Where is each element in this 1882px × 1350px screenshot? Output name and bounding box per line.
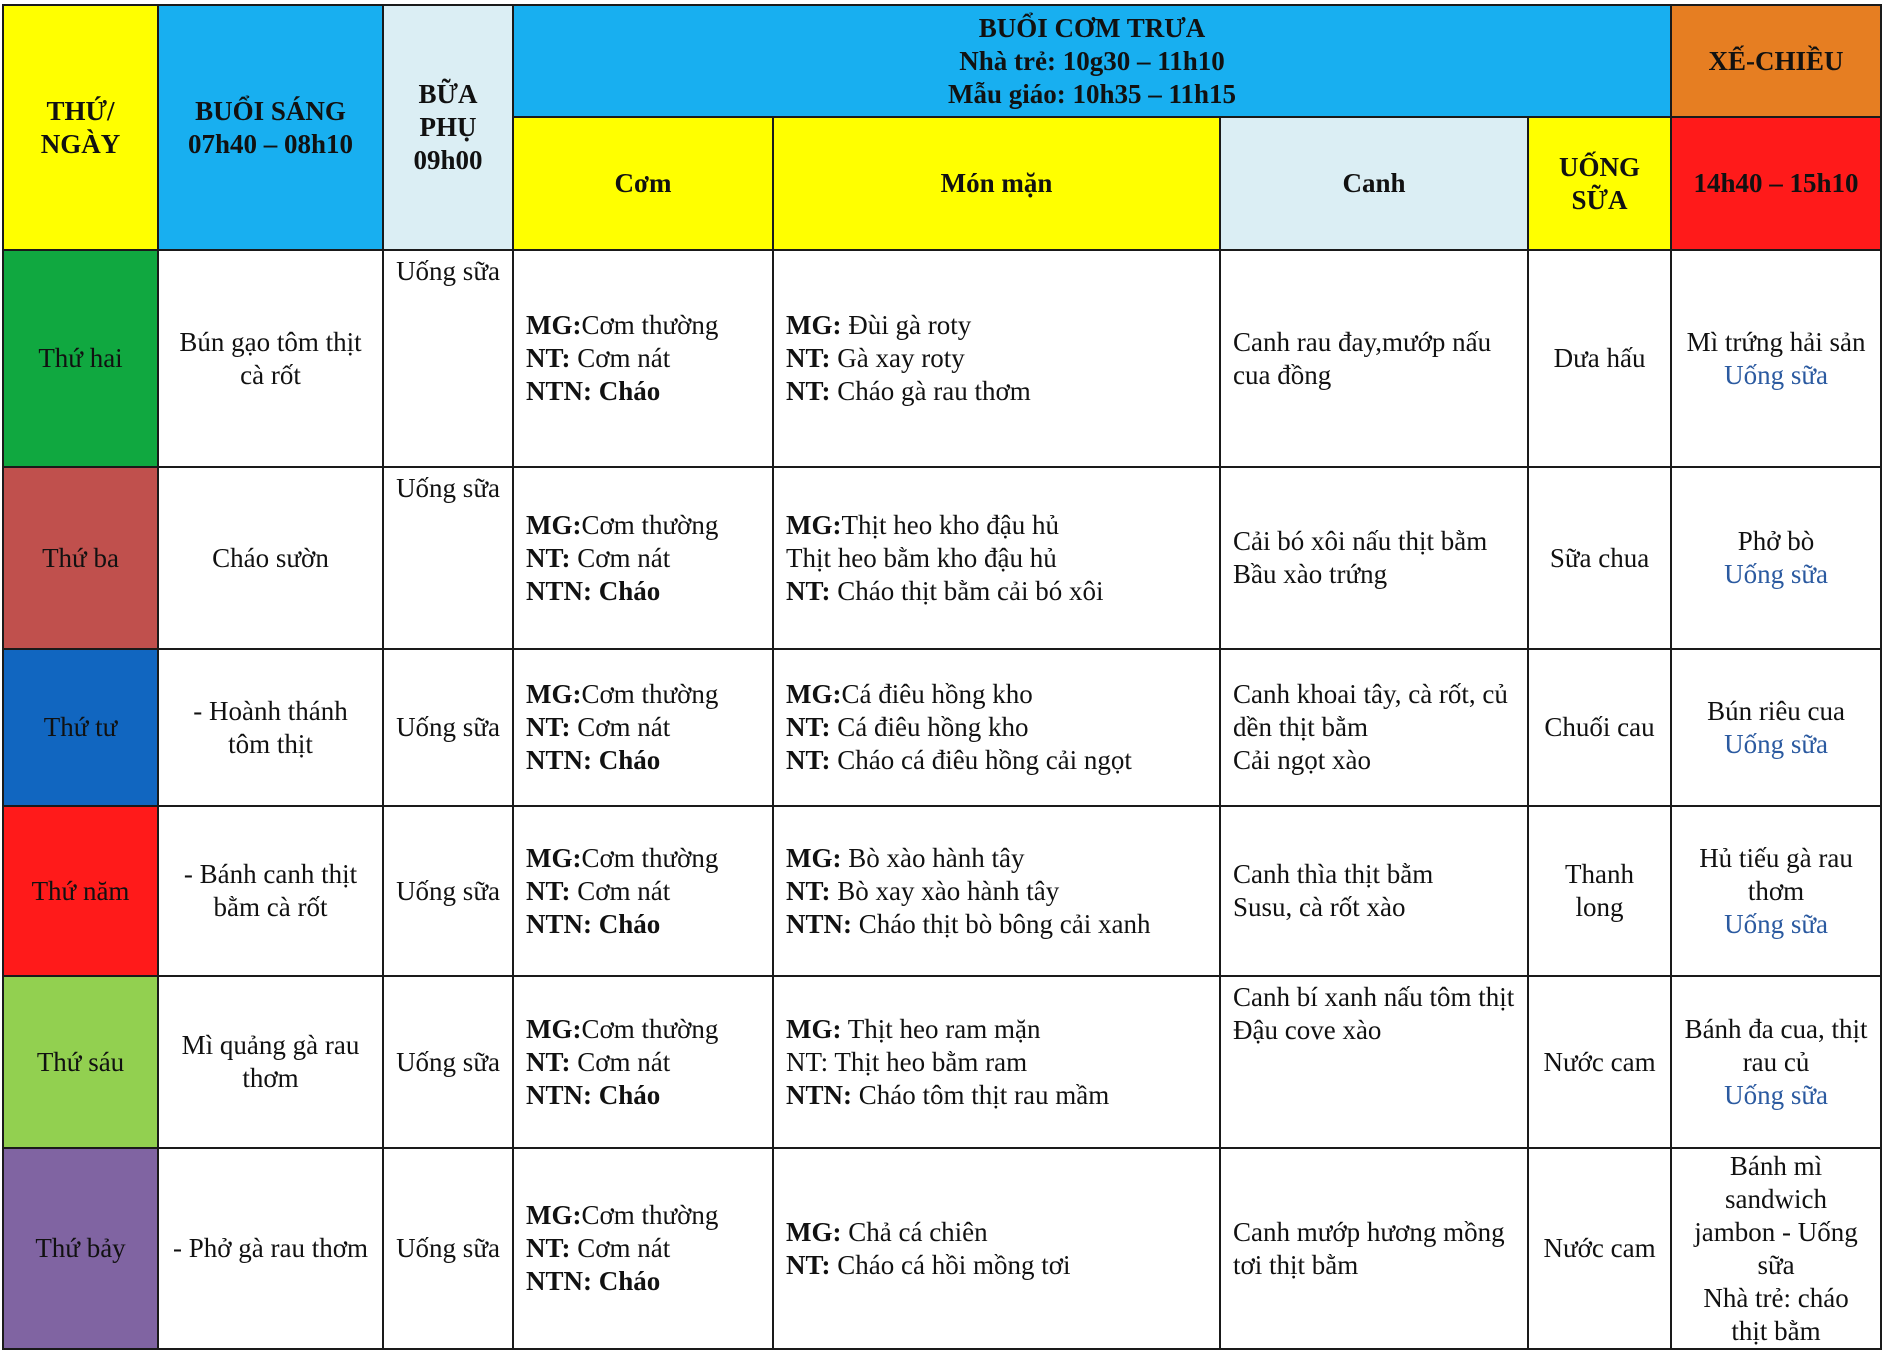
- header-lunch-kindergarten: Mẫu giáo: 10h35 – 11h15: [948, 78, 1237, 109]
- rice-item-text: Cơm nát: [570, 1046, 671, 1077]
- rice-item: [526, 575, 760, 608]
- rice-item: [526, 711, 760, 744]
- afternoon-dish: Bún riêu cua: [1707, 695, 1846, 726]
- snack-dish: Uống sữa: [396, 1046, 500, 1077]
- main-dish-cell: [773, 1148, 1220, 1349]
- rice-item-key: NTN:: [526, 1266, 592, 1296]
- rice-item-key: NTN:: [526, 745, 592, 775]
- main-dish-cell: [773, 467, 1220, 649]
- rice-item: [526, 342, 760, 375]
- header-milk: UỐNG SỮA: [1528, 117, 1671, 250]
- rice-item: [526, 875, 760, 908]
- milk-item: Nước cam: [1543, 1046, 1656, 1077]
- day-label: Thứ ba: [42, 542, 119, 573]
- rice-item: [526, 509, 760, 542]
- main-dish-item: [786, 509, 1207, 542]
- rice-item-text: Cơm nát: [570, 875, 671, 906]
- snack-cell: [383, 1148, 513, 1349]
- afternoon-extra: Uống sữa: [1724, 359, 1828, 390]
- afternoon-extra: Uống sữa: [1724, 728, 1828, 759]
- header-snack: [383, 5, 513, 250]
- day-label: Thứ sáu: [36, 1046, 125, 1077]
- rice-item-text: Cháo: [592, 745, 661, 775]
- main-dish-item-key: NT:: [786, 376, 831, 406]
- snack-cell: [383, 976, 513, 1148]
- afternoon-dish: Bánh đa cua, thịt rau củ: [1684, 1013, 1868, 1077]
- header-lunch: [513, 5, 1671, 117]
- snack-dish: Uống sữa: [396, 256, 500, 286]
- day-cell: [3, 1148, 158, 1349]
- main-dish-item-text: Cháo thịt bằm cải bó xôi: [830, 575, 1104, 606]
- main-dish-item-text: Thịt heo bằm kho đậu hủ: [786, 542, 1057, 573]
- table-row: [3, 1148, 1881, 1349]
- morning-dish: Bún gạo tôm thịt cà rốt: [179, 326, 362, 390]
- rice-item-text: Cơm nát: [570, 542, 671, 573]
- main-dish-item: [786, 678, 1207, 711]
- morning-cell: [158, 1148, 383, 1349]
- rice-item-key: MG:: [526, 842, 582, 873]
- rice-item-text: Cơm nát: [570, 343, 671, 373]
- main-dish-item-text: Chả cá chiên: [841, 1216, 988, 1247]
- main-dish-item-key: NT:: [786, 875, 831, 906]
- morning-dish: - Phở gà rau thơm: [172, 1233, 369, 1263]
- soup-item: Canh bí xanh nấu tôm thịt: [1233, 982, 1515, 1012]
- morning-cell: [158, 976, 383, 1148]
- snack-dish: Uống sữa: [396, 712, 500, 742]
- rice-item-text: Cơm nát: [570, 1233, 671, 1263]
- soup-item: Susu, cà rốt xào: [1233, 892, 1406, 922]
- main-dish-item: [786, 1046, 1207, 1079]
- milk-item: Chuối cau: [1544, 712, 1655, 742]
- rice-cell: [513, 1148, 773, 1349]
- snack-cell: [383, 467, 513, 649]
- rice-item-key: NT:: [526, 1046, 571, 1077]
- soup-item: Cải bó xôi nấu thịt bằm: [1233, 526, 1488, 556]
- main-dish-item-key: MG:: [786, 679, 842, 709]
- day-cell: [3, 467, 158, 649]
- main-dish-item: [786, 744, 1207, 777]
- main-dish-item-key: MG:: [786, 509, 842, 540]
- rice-item: [526, 842, 760, 875]
- weekly-menu-table: [2, 4, 1882, 1350]
- rice-item-key: MG:: [526, 679, 582, 709]
- main-dish-item-text: Đùi gà roty: [841, 310, 972, 340]
- header-rice: Cơm: [513, 117, 773, 250]
- rice-item-text: Cháo: [592, 575, 661, 606]
- main-dish-item: [786, 575, 1207, 608]
- header-snack-title: BỮA PHỤ: [418, 79, 478, 142]
- snack-dish: Uống sữa: [396, 1233, 500, 1263]
- rice-item-text: Cháo: [592, 1266, 661, 1296]
- main-dish-cell: [773, 250, 1220, 467]
- morning-dish: Cháo sườn: [212, 542, 329, 573]
- day-label: Thứ tư: [43, 712, 118, 742]
- rice-cell: [513, 976, 773, 1148]
- main-dish-item-text: NT: Thịt heo bằm ram: [786, 1046, 1028, 1077]
- main-dish-item: [786, 542, 1207, 575]
- rice-item: [526, 1265, 760, 1298]
- afternoon-dish: Bánh mì sandwich jambon - Uống sữa: [1694, 1150, 1858, 1280]
- morning-cell: [158, 467, 383, 649]
- snack-cell: [383, 649, 513, 806]
- day-label: Thứ năm: [31, 875, 130, 906]
- rice-item-key: NT:: [526, 343, 571, 373]
- rice-item-text: Cơm thường: [581, 1200, 719, 1230]
- afternoon-cell: [1671, 1148, 1881, 1349]
- rice-item-key: MG:: [526, 310, 582, 340]
- afternoon-cell: [1671, 250, 1881, 467]
- soup-item: Canh khoai tây, cà rốt, củ dền thịt bằm: [1233, 679, 1508, 742]
- snack-dish: Uống sữa: [396, 875, 500, 906]
- milk-cell: [1528, 1148, 1671, 1349]
- morning-dish: Mì quảng gà rau thơm: [181, 1030, 360, 1093]
- afternoon-extra: Uống sữa: [1724, 908, 1828, 939]
- main-dish-item: [786, 842, 1207, 875]
- rice-cell: [513, 806, 773, 976]
- soup-cell: [1220, 250, 1528, 467]
- header-lunch-title: BUỔI CƠM TRƯA: [978, 12, 1206, 43]
- rice-cell: [513, 649, 773, 806]
- main-dish-item-key: MG:: [786, 310, 842, 340]
- main-dish-item-key: MG:: [786, 1013, 842, 1044]
- main-dish-item: [786, 875, 1207, 908]
- soup-cell: [1220, 467, 1528, 649]
- main-dish-cell: [773, 806, 1220, 976]
- rice-item: [526, 744, 760, 777]
- afternoon-cell: [1671, 649, 1881, 806]
- milk-cell: [1528, 467, 1671, 649]
- rice-item-text: Cơm thường: [581, 842, 719, 873]
- afternoon-cell: [1671, 806, 1881, 976]
- rice-cell: [513, 467, 773, 649]
- afternoon-cell: [1671, 467, 1881, 649]
- main-dish-item: [786, 908, 1207, 941]
- header-afternoon-time: 14h40 – 15h10: [1671, 117, 1881, 250]
- header-morning-title: BUỔI SÁNG: [195, 95, 346, 126]
- main-dish-item-key: NTN:: [786, 908, 852, 939]
- morning-cell: [158, 250, 383, 467]
- day-cell: [3, 649, 158, 806]
- main-dish-item-key: NT:: [786, 1249, 831, 1280]
- main-dish-item: [786, 1013, 1207, 1046]
- main-dish-item-text: Thịt heo kho đậu hủ: [841, 509, 1059, 540]
- rice-item: [526, 1046, 760, 1079]
- day-cell: [3, 976, 158, 1148]
- rice-item-key: NT:: [526, 712, 571, 742]
- rice-item: [526, 1079, 760, 1112]
- header-day: THỨ/ NGÀY: [3, 5, 158, 250]
- main-dish-item: [786, 1249, 1207, 1282]
- main-dish-item-text: Thịt heo ram mặn: [841, 1013, 1041, 1044]
- table-row: [3, 250, 1881, 467]
- afternoon-dish: Mì trứng hải sản: [1686, 326, 1866, 357]
- rice-item-text: Cháo: [592, 1079, 661, 1110]
- soup-item: Bầu xào trứng: [1233, 559, 1388, 589]
- rice-item: [526, 1013, 760, 1046]
- main-dish-item-text: Bò xay xào hành tây: [830, 875, 1060, 906]
- rice-item-key: MG:: [526, 1200, 582, 1230]
- main-dish-item-text: Bò xào hành tây: [841, 842, 1025, 873]
- main-dish-item-text: Cháo gà rau thơm: [830, 376, 1031, 406]
- table-row: [3, 806, 1881, 976]
- rice-item: [526, 542, 760, 575]
- snack-dish: Uống sữa: [396, 473, 500, 503]
- afternoon-extra: Uống sữa: [1724, 559, 1828, 589]
- main-dish-item-text: Cá điêu hồng kho: [841, 679, 1033, 709]
- main-dish-item-text: Cá điêu hồng kho: [830, 712, 1029, 742]
- rice-item: [526, 908, 760, 941]
- afternoon-dish: Hủ tiếu gà rau thơm: [1699, 842, 1853, 906]
- main-dish-item: [786, 1216, 1207, 1249]
- header-morning: [158, 5, 383, 250]
- rice-item-key: NT:: [526, 1233, 571, 1263]
- main-dish-item-key: NTN:: [786, 1079, 852, 1110]
- header-snack-time: 09h00: [413, 145, 483, 175]
- soup-cell: [1220, 806, 1528, 976]
- header-soup: Canh: [1220, 117, 1528, 250]
- rice-item-key: NT:: [526, 875, 571, 906]
- afternoon-extra: Uống sữa: [1724, 1079, 1828, 1110]
- main-dish-item: [786, 711, 1207, 744]
- afternoon-cell: [1671, 976, 1881, 1148]
- rice-item-key: NTN:: [526, 1079, 592, 1110]
- main-dish-item: [786, 309, 1207, 342]
- soup-item: Đậu cove xào: [1233, 1015, 1382, 1045]
- rice-item-text: Cơm thường: [581, 509, 719, 540]
- rice-item: [526, 375, 760, 408]
- rice-item-text: Cháo: [592, 376, 661, 406]
- main-dish-item-key: NT:: [786, 343, 831, 373]
- rice-item-text: Cơm nát: [570, 712, 671, 742]
- rice-item-key: MG:: [526, 509, 582, 540]
- soup-item: Canh thìa thịt bằm: [1233, 859, 1434, 889]
- main-dish-item-key: MG:: [786, 1216, 842, 1247]
- afternoon-extra: Nhà trẻ: cháo thịt bằm: [1703, 1282, 1849, 1346]
- menu-table-wrapper: [2, 4, 1880, 1346]
- milk-item: Thanh long: [1565, 859, 1635, 922]
- main-dish-item-text: Gà xay roty: [830, 343, 965, 373]
- header-lunch-nursery: Nhà trẻ: 10g30 – 11h10: [959, 45, 1225, 76]
- main-dish-item-text: Cháo cá hồi mồng tơi: [830, 1249, 1071, 1280]
- rice-item: [526, 1199, 760, 1232]
- rice-cell: [513, 250, 773, 467]
- main-dish-cell: [773, 649, 1220, 806]
- day-label: Thứ hai: [38, 343, 123, 373]
- rice-item: [526, 1232, 760, 1265]
- milk-item: Sữa chua: [1549, 542, 1650, 573]
- header-afternoon-title: XẾ-CHIỀU: [1671, 5, 1881, 117]
- milk-cell: [1528, 649, 1671, 806]
- main-dish-item: [786, 342, 1207, 375]
- rice-item: [526, 309, 760, 342]
- snack-cell: [383, 250, 513, 467]
- milk-item: Nước cam: [1543, 1233, 1656, 1263]
- morning-cell: [158, 649, 383, 806]
- table-row: [3, 976, 1881, 1148]
- main-dish-item: [786, 375, 1207, 408]
- menu-body: [3, 250, 1881, 1349]
- main-dish-item-text: Cháo cá điêu hồng cải ngọt: [830, 745, 1132, 775]
- milk-cell: [1528, 250, 1671, 467]
- rice-item-key: NT:: [526, 542, 571, 573]
- snack-cell: [383, 806, 513, 976]
- main-dish-cell: [773, 976, 1220, 1148]
- rice-item-key: NTN:: [526, 575, 592, 606]
- morning-dish: - Bánh canh thịt bằm cà rốt: [183, 859, 358, 922]
- rice-item-key: NTN:: [526, 376, 592, 406]
- milk-item: Dưa hấu: [1553, 343, 1646, 373]
- morning-cell: [158, 806, 383, 976]
- main-dish-item-key: NT:: [786, 745, 831, 775]
- morning-dish: - Hoành thánh tôm thịt: [193, 695, 348, 759]
- main-dish-item-key: NT:: [786, 575, 831, 606]
- rice-item-key: MG:: [526, 1013, 582, 1044]
- rice-item-text: Cơm thường: [581, 1013, 719, 1044]
- afternoon-dish: Phở bò: [1737, 526, 1815, 556]
- main-dish-item: [786, 1079, 1207, 1112]
- main-dish-item-text: Cháo thịt bò bông cải xanh: [852, 908, 1151, 939]
- day-label: Thứ bảy: [35, 1233, 126, 1263]
- day-cell: [3, 806, 158, 976]
- milk-cell: [1528, 806, 1671, 976]
- rice-item-key: NTN:: [526, 908, 592, 939]
- main-dish-item-key: MG:: [786, 842, 842, 873]
- rice-item-text: Cơm thường: [581, 310, 719, 340]
- milk-cell: [1528, 976, 1671, 1148]
- rice-item-text: Cơm thường: [581, 679, 719, 709]
- soup-item: Cải ngọt xào: [1233, 745, 1371, 775]
- main-dish-item-text: Cháo tôm thịt rau mầm: [852, 1079, 1110, 1110]
- soup-item: Canh mướp hương mồng tơi thịt bằm: [1233, 1216, 1505, 1280]
- header-main-dish: Món mặn: [773, 117, 1220, 250]
- soup-cell: [1220, 976, 1528, 1148]
- header-morning-time: 07h40 – 08h10: [187, 128, 354, 159]
- soup-item: Canh rau đay,mướp nấu cua đồng: [1233, 326, 1492, 390]
- rice-item: [526, 678, 760, 711]
- main-dish-item-key: NT:: [786, 712, 831, 742]
- day-cell: [3, 250, 158, 467]
- rice-item-text: Cháo: [592, 908, 661, 939]
- soup-cell: [1220, 1148, 1528, 1349]
- table-row: [3, 649, 1881, 806]
- table-row: [3, 467, 1881, 649]
- soup-cell: [1220, 649, 1528, 806]
